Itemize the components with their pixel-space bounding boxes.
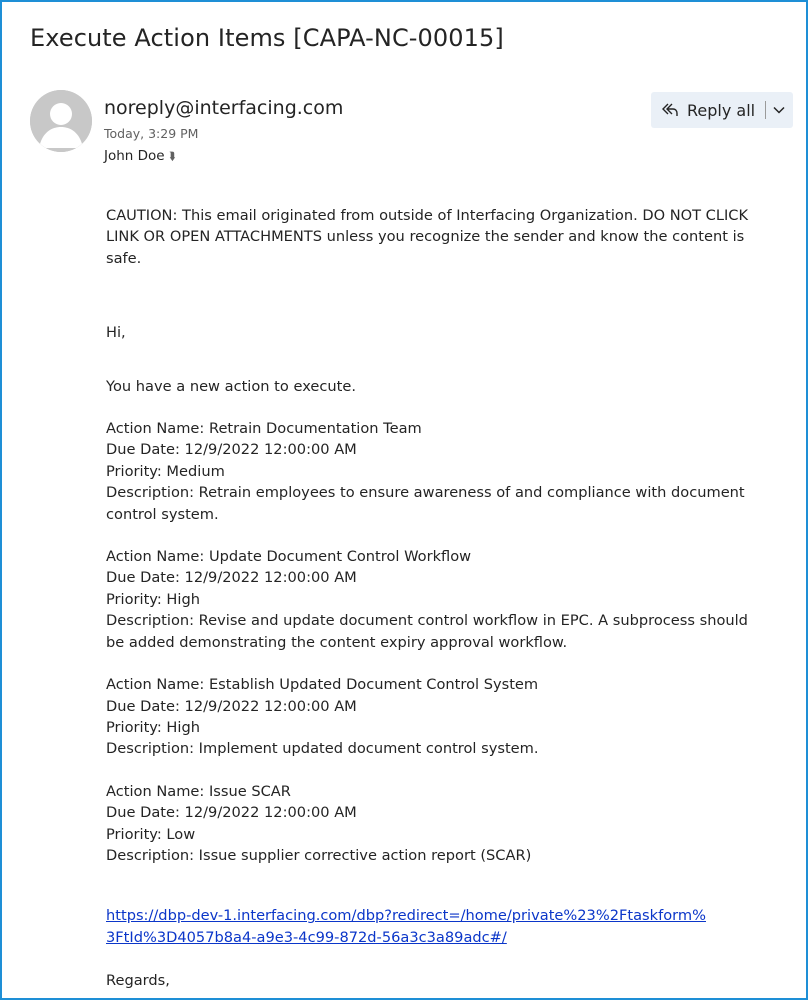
button-divider <box>765 101 766 119</box>
action-name: Action Name: Retrain Documentation Team <box>106 420 422 438</box>
intro-text: You have a new action to execute. <box>106 377 356 395</box>
action-priority: Priority: Low <box>106 825 196 843</box>
action-priority: Priority: High <box>106 718 200 736</box>
action-name: Action Name: Issue SCAR <box>106 782 291 800</box>
action-due-date: Due Date: 12/9/2022 12:00:00 AM <box>106 441 357 459</box>
task-form-link[interactable]: https://dbp-dev-1.interfacing.com/dbp?redirect=/home/private%23%2Ftaskform%3FtId%3D4057b8a4-a9e3-4c99-872d-56a3c3a89adc#/ <box>106 907 706 946</box>
chevron-down-icon[interactable] <box>772 103 786 117</box>
reply-all-icon <box>661 101 679 119</box>
reply-all-button[interactable] <box>651 92 793 128</box>
greeting: Hi, <box>106 324 126 342</box>
action-name: Action Name: Establish Updated Document Control System <box>106 676 539 694</box>
recipient-list[interactable] <box>104 148 175 164</box>
action-description: Description: Issue supplier corrective action report (SCAR) <box>106 846 532 864</box>
action-item <box>106 546 766 653</box>
action-name: Action Name: Update Document Control Workflow <box>106 548 472 566</box>
action-priority: Priority: High <box>106 590 200 608</box>
expand-recipients-icon[interactable]: ⮯ <box>168 150 176 163</box>
action-due-date: Due Date: 12/9/2022 12:00:00 AM <box>106 569 357 587</box>
closing-text: Regards, <box>106 972 170 990</box>
action-item <box>106 418 766 525</box>
sender-address[interactable]: noreply@interfacing.com <box>104 97 344 119</box>
action-description: Description: Revise and update document control workflow in EPC. A subprocess should be added demonstrating the content expiry approval workflow. <box>106 612 748 651</box>
email-subject: Execute Action Items [CAPA-NC-00015] <box>30 24 504 52</box>
action-item <box>106 781 766 867</box>
sent-timestamp: Today, 3:29 PM <box>104 126 199 141</box>
action-item <box>106 674 766 760</box>
action-description: Description: Retrain employees to ensure awareness of and compliance with document control system. <box>106 484 745 523</box>
reply-all-label: Reply all <box>687 100 756 120</box>
recipient-name[interactable]: John Doe <box>104 148 165 164</box>
email-body <box>106 205 766 992</box>
sender-avatar[interactable] <box>30 90 92 152</box>
action-priority: Priority: Medium <box>106 462 225 480</box>
caution-banner: CAUTION: This email originated from outside of Interfacing Organization. DO NOT CLICK LINK OR OPEN ATTACHMENTS unless you recognize the sender and know the content is safe. <box>106 207 749 267</box>
action-description: Description: Implement updated document control system. <box>106 740 539 758</box>
action-due-date: Due Date: 12/9/2022 12:00:00 AM <box>106 804 357 822</box>
person-icon <box>30 90 92 152</box>
action-due-date: Due Date: 12/9/2022 12:00:00 AM <box>106 697 357 715</box>
